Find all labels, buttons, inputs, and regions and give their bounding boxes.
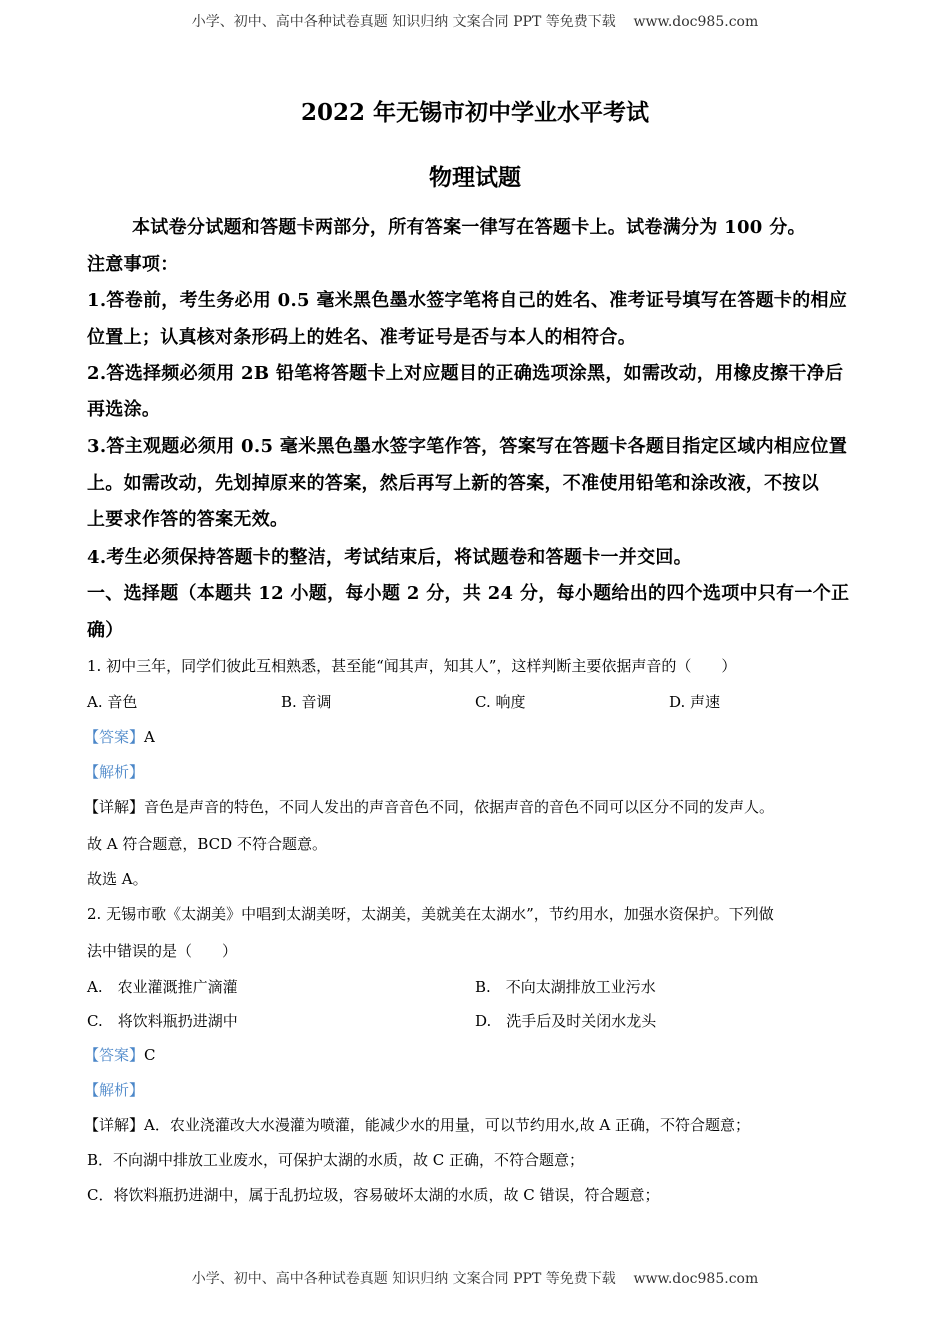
- doc-subtitle: 物理试题: [429, 164, 521, 191]
- q1-option-b: B. 音调: [281, 693, 332, 711]
- q2-option-a: A. 农业灌溉推广滴灌: [87, 978, 238, 996]
- q2-detail: B．不向湖中排放工业废水，可保护太湖的水质，故 C 正确，不符合题意；: [87, 1151, 585, 1169]
- intro: 本试卷分试题和答题卡两部分，所有答案一律写在答题卡上。试卷满分为 100 分。: [132, 217, 806, 238]
- page-header: [0, 15, 950, 29]
- q1-detail: 故选 A。: [87, 870, 148, 888]
- notice-line: 上。如需改动，先划掉原来的答案，然后再写上新的答案，不准使用铅笔和涂改液，不按以: [87, 473, 819, 494]
- notice-line: 1.答卷前，考生务必用 0.5 毫米黑色墨水签字笔将自己的姓名、准考证号填写在答题卡的相应: [87, 290, 848, 311]
- notice-line: 位置上；认真核对条形码上的姓名、准考证号是否与本人的相符合。: [87, 327, 636, 348]
- section-heading: 确）: [87, 620, 124, 641]
- doc-title: 2022 年无锡市初中学业水平考试: [300, 99, 650, 126]
- section-heading: 一、选择题（本题共 12 小题，每小题 2 分，共 24 分，每小题给出的四个选项中只有一个正: [87, 583, 850, 604]
- q2-answer: [84, 1048, 156, 1063]
- q2-analysis-label: 【解析】: [84, 1081, 145, 1099]
- q1-option-d: D. 声速: [669, 693, 721, 711]
- notice-line: 2.答选择频必须用 2B 铅笔将答题卡上对应题目的正确选项涂黑，如需改动，用橡皮擦干净后: [87, 363, 844, 384]
- q2-option-d: D. 洗手后及时关闭水龙头: [475, 1012, 657, 1030]
- notice-heading: 注意事项：: [87, 254, 179, 275]
- q2-option-b: B. 不向太湖排放工业污水: [475, 978, 656, 996]
- q1-detail: 【详解】音色是声音的特色，不同人发出的声音音色不同，依据声音的音色不同可以区分不同的发声人。: [84, 798, 775, 816]
- header-text: 小学、初中、高中各种试卷真题 知识归纳 文案合同 PPT 等免费下载: [191, 14, 616, 30]
- footer-site-link[interactable]: www.doc985.com: [633, 1271, 759, 1287]
- q1-answer: [84, 730, 155, 745]
- answer-value: C: [144, 1046, 156, 1064]
- footer-text: 小学、初中、高中各种试卷真题 知识归纳 文案合同 PPT 等免费下载: [191, 1271, 616, 1287]
- answer-label: 【答案】: [84, 728, 145, 746]
- q2-stem: 2. 无锡市歌《太湖美》中唱到太湖美呀，太湖美，美就美在太湖水”，节约用水，加强水资保护。下列做: [87, 905, 774, 923]
- q1-option-c: C. 响度: [475, 693, 526, 711]
- answer-value: A: [144, 728, 155, 746]
- header-site-link[interactable]: www.doc985.com: [633, 14, 759, 30]
- notice-line: 上要求作答的答案无效。: [87, 509, 289, 530]
- q1-detail: 故 A 符合题意，BCD 不符合题意。: [87, 835, 327, 853]
- q1-option-a: A. 音色: [87, 693, 138, 711]
- q1-stem: 1. 初中三年，同学们彼此互相熟悉，甚至能“闻其声，知其人”，这样判断主要依据声音的（ ）: [87, 657, 737, 675]
- q2-detail: 【详解】A．农业浇灌改大水漫灌为喷灌，能减少水的用量，可以节约用水,故 A 正确，不符合题意；: [84, 1116, 750, 1134]
- page-footer: [0, 1272, 950, 1286]
- q2-detail: C．将饮料瓶扔进湖中，属于乱扔垃圾，容易破坏太湖的水质，故 C 错误，符合题意；: [87, 1186, 660, 1204]
- q2-option-c: C. 将饮料瓶扔进湖中: [87, 1012, 238, 1030]
- answer-label: 【答案】: [84, 1046, 145, 1064]
- notice-line: 3.答主观题必须用 0.5 毫米黑色墨水签字笔作答，答案写在答题卡各题目指定区域内相应位置: [87, 436, 848, 457]
- q2-stem: 法中错误的是（ ）: [87, 942, 238, 960]
- notice-line: 4.考生必须保持答题卡的整洁，考试结束后，将试题卷和答题卡一并交回。: [87, 547, 692, 568]
- q1-analysis-label: 【解析】: [84, 763, 145, 781]
- notice-line: 再选涂。: [87, 399, 161, 420]
